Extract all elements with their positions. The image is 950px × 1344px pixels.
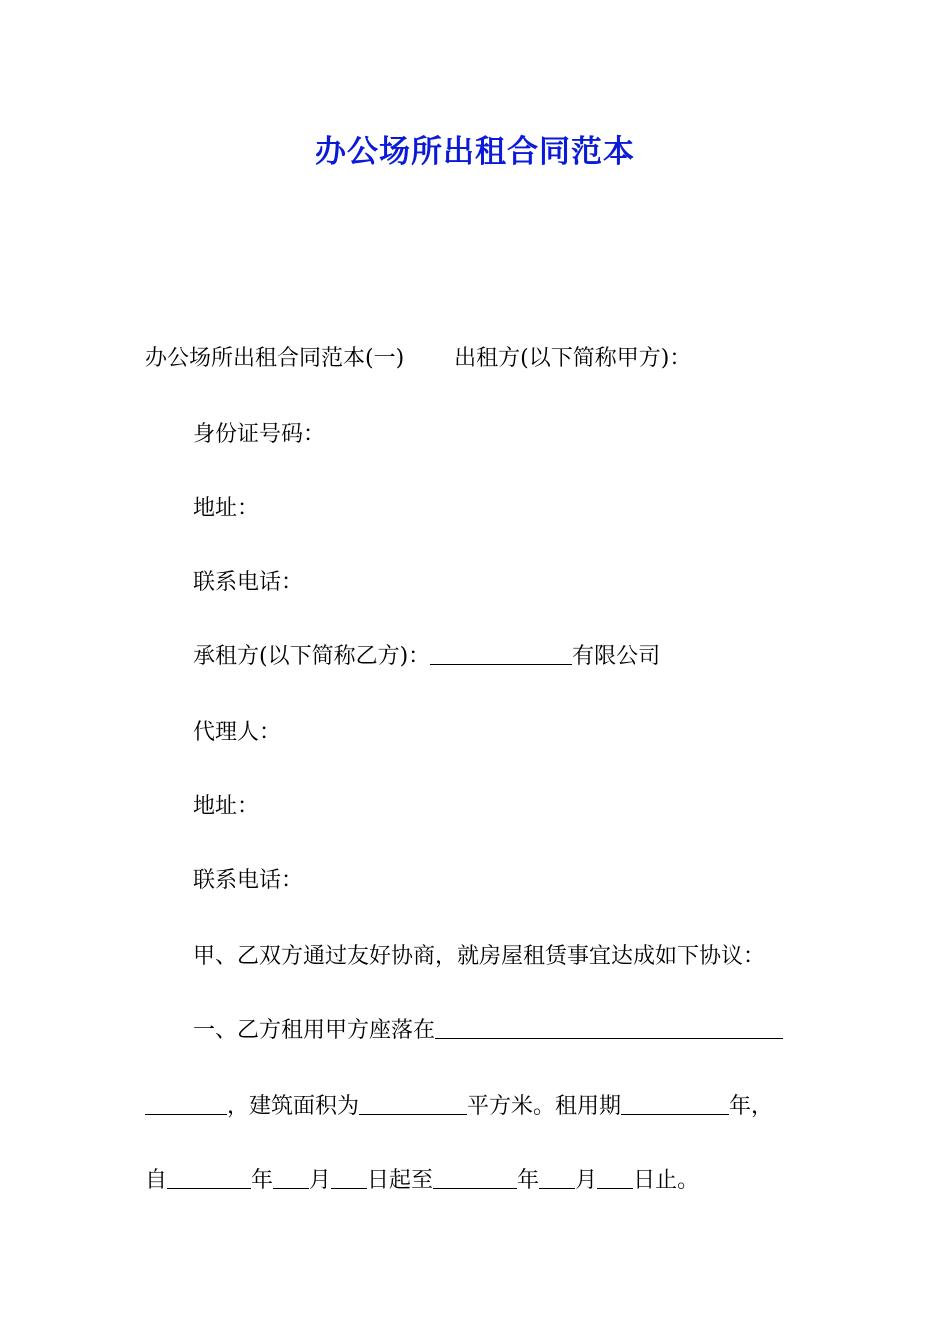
year-unit: 年， — [729, 1094, 774, 1119]
agreement-intro-line: 甲、乙双方通过友好协商，就房屋租赁事宜达成如下协议： — [193, 944, 766, 969]
clause-one-area-line — [145, 1090, 815, 1124]
start-year-unit: 年 — [251, 1168, 274, 1193]
document-title: 办公场所出租合同范本 — [315, 134, 635, 170]
lessor-address-line: 地址： — [193, 496, 260, 521]
lessee-label: 承租方(以下简称乙方)： — [193, 644, 431, 669]
clause-one-line — [193, 1014, 863, 1048]
lessee-line — [193, 640, 863, 674]
start-year-blank — [167, 1166, 251, 1189]
lessee-phone-line: 联系电话： — [193, 868, 304, 893]
area-blank — [359, 1092, 467, 1115]
lease-term-blank — [621, 1092, 729, 1115]
end-day-unit: 日止。 — [633, 1168, 700, 1193]
start-month-blank — [273, 1166, 309, 1189]
lease-term-label: 平方米。租用期 — [467, 1094, 622, 1119]
property-location-blank — [435, 1016, 783, 1039]
lessee-address-line: 地址： — [193, 794, 260, 819]
end-day-blank — [597, 1166, 633, 1189]
from-label: 自 — [145, 1168, 168, 1193]
end-year-unit: 年 — [517, 1168, 540, 1193]
lessor-label: 出租方(以下简称甲方)： — [454, 346, 692, 371]
clause-one-text: 一、乙方租用甲方座落在 — [193, 1018, 436, 1043]
lessor-phone-line: 联系电话： — [193, 570, 304, 595]
start-month-unit: 月 — [309, 1168, 332, 1193]
area-label: ，建筑面积为 — [227, 1094, 360, 1119]
end-month-unit: 月 — [575, 1168, 598, 1193]
lessee-company-suffix: 有限公司 — [572, 644, 661, 669]
property-location-blank-cont — [145, 1092, 227, 1115]
end-year-blank — [433, 1166, 517, 1189]
end-month-blank — [539, 1166, 575, 1189]
clause-one-date-line — [145, 1164, 815, 1198]
start-day-blank — [331, 1166, 367, 1189]
contract-subtitle: 办公场所出租合同范本(一) — [145, 346, 405, 371]
agent-line: 代理人： — [193, 720, 282, 745]
start-day-until: 日起至 — [367, 1168, 434, 1193]
id-number-line: 身份证号码： — [193, 422, 326, 447]
lessee-name-blank — [430, 642, 572, 665]
contract-heading-line — [145, 342, 815, 376]
